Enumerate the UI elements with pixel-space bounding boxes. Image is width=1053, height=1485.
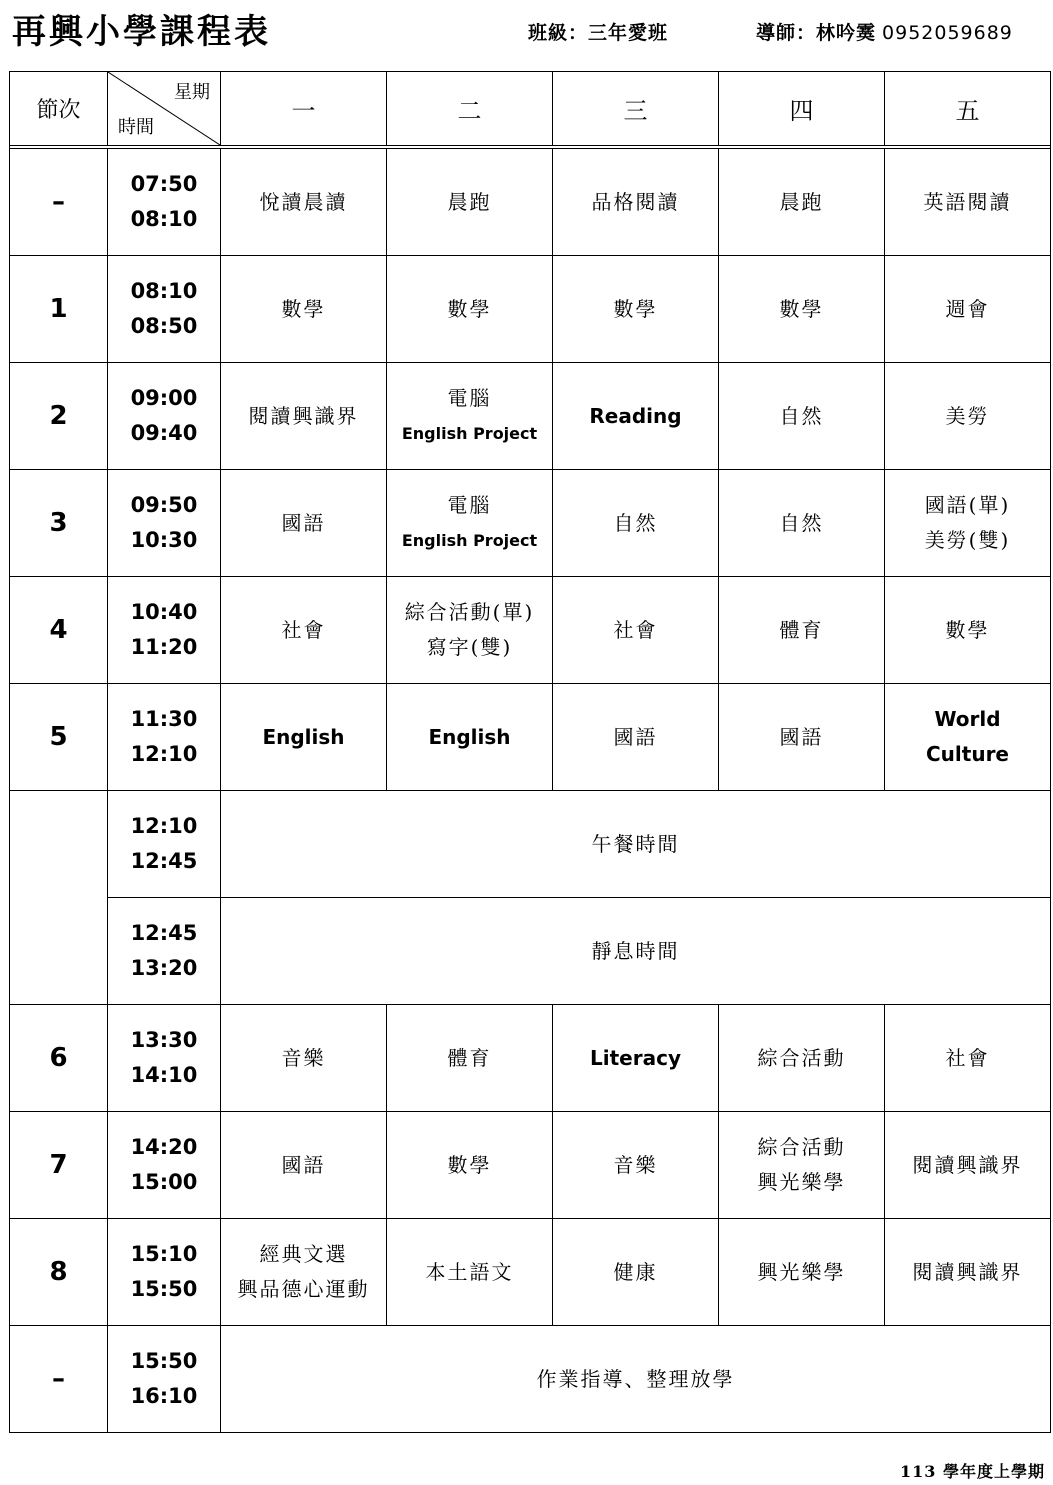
- time-cell: [108, 791, 221, 898]
- start-time: 12:45: [130, 921, 198, 945]
- end-time: 10:30: [130, 528, 198, 552]
- header-row: [10, 72, 1051, 146]
- subject-cell-wed: [553, 149, 719, 256]
- subject-line: 閱讀興識界: [912, 1152, 1023, 1177]
- subject-line: 數學: [945, 617, 990, 642]
- subject-line: 綜合活動(單): [404, 600, 535, 624]
- end-time: 08:10: [130, 207, 198, 231]
- subject-line: 自然: [613, 510, 658, 535]
- subject-line: 自然: [779, 403, 824, 428]
- subject-line: 經典文選: [259, 1242, 348, 1266]
- subject-cell-mon: [221, 1005, 387, 1112]
- start-time: 09:00: [130, 386, 198, 410]
- subject-cell-fri: [885, 1112, 1051, 1219]
- subject-line: 晨跑: [447, 189, 492, 214]
- table-row: [10, 898, 1051, 1005]
- subject-line: 國語: [613, 724, 658, 749]
- class-label: 班級：三年愛班: [528, 22, 669, 44]
- subject-line: Literacy: [590, 1045, 681, 1070]
- period-cell: [10, 791, 108, 1005]
- subject-line: 數學: [613, 296, 658, 321]
- subject-line: 興光樂學: [757, 1170, 846, 1194]
- subject-cell-fri: [885, 1005, 1051, 1112]
- start-time: 12:10: [130, 814, 198, 838]
- start-time: 15:50: [130, 1349, 198, 1373]
- subject-cell-thu: [719, 684, 885, 791]
- time-cell: [108, 470, 221, 577]
- subject-line: Culture: [926, 742, 1009, 766]
- subject-line: Reading: [589, 403, 682, 428]
- subject-line: English: [262, 724, 345, 749]
- end-time: 08:50: [130, 314, 198, 338]
- subject-cell-wed: [553, 363, 719, 470]
- teacher-info: [756, 18, 1013, 45]
- teacher-label: 導師：林吟霙: [756, 22, 877, 44]
- period-cell: 4: [10, 577, 108, 684]
- start-time: 10:40: [130, 600, 198, 624]
- school-title: 再興小學課程表: [12, 12, 271, 52]
- subject-cell-fri: [885, 363, 1051, 470]
- subject-line: 週會: [945, 296, 990, 321]
- end-time: 12:45: [130, 849, 198, 873]
- end-time: 16:10: [130, 1384, 198, 1408]
- subject-line: 電腦: [447, 493, 492, 517]
- subject-cell-wed: [553, 684, 719, 791]
- subject-line: 數學: [779, 296, 824, 321]
- subject-line: 社會: [281, 617, 326, 642]
- subject-cell-thu: [719, 1112, 885, 1219]
- subject-line: 社會: [945, 1045, 990, 1070]
- subject-cell-tue: [387, 470, 553, 577]
- subject-line: 數學: [447, 1152, 492, 1177]
- subject-line: 國語: [281, 510, 326, 535]
- subject-cell-tue: [387, 363, 553, 470]
- subject-line: 社會: [613, 617, 658, 642]
- subject-line: English: [428, 724, 511, 749]
- table-row: [10, 363, 1051, 470]
- table-row: [10, 1112, 1051, 1219]
- subject-line: 國語: [281, 1152, 326, 1177]
- start-time: 07:50: [130, 172, 198, 196]
- subject-cell-mon: [221, 149, 387, 256]
- subject-line: 自然: [779, 510, 824, 535]
- time-cell: [108, 1219, 221, 1326]
- subject-cell-tue: [387, 1005, 553, 1112]
- page-header: [0, 0, 1053, 60]
- period-cell: 3: [10, 470, 108, 577]
- subject-cell-wed: [553, 1112, 719, 1219]
- subject-line: 音樂: [281, 1045, 326, 1070]
- subject-cell-thu: [719, 149, 885, 256]
- period-cell: 1: [10, 256, 108, 363]
- subject-cell-fri: [885, 577, 1051, 684]
- day-header-thu: 四: [719, 72, 885, 146]
- subject-cell-thu: [719, 470, 885, 577]
- subject-cell-mon: [221, 1112, 387, 1219]
- subject-cell-fri: [885, 470, 1051, 577]
- table-row: [10, 1326, 1051, 1433]
- time-cell: [108, 577, 221, 684]
- subject-line: English Project: [401, 424, 538, 443]
- end-time: 15:00: [130, 1170, 198, 1194]
- subject-line: 英語閱讀: [923, 189, 1012, 214]
- subject-cell-mon: [221, 470, 387, 577]
- subject-line: 美勞: [945, 403, 990, 428]
- subject-line: 體育: [779, 617, 824, 642]
- subject-cell-fri: [885, 149, 1051, 256]
- table-row: [10, 577, 1051, 684]
- subject-cell-tue: [387, 577, 553, 684]
- subject-line: World: [934, 707, 1001, 731]
- subject-cell-mon: [221, 1219, 387, 1326]
- end-time: 15:50: [130, 1277, 198, 1301]
- period-cell: 2: [10, 363, 108, 470]
- end-time: 13:20: [130, 956, 198, 980]
- table-row: [10, 149, 1051, 256]
- subject-line: 悅讀晨讀: [259, 189, 348, 214]
- table-row: [10, 256, 1051, 363]
- subject-line: 品格閱讀: [591, 189, 680, 214]
- start-time: 14:20: [130, 1135, 198, 1159]
- start-time: 08:10: [130, 279, 198, 303]
- span-activity-cell: 作業指導、整理放學: [221, 1326, 1051, 1433]
- start-time: 11:30: [130, 707, 198, 731]
- day-header-wed: 三: [553, 72, 719, 146]
- day-header-tue: 二: [387, 72, 553, 146]
- day-header-mon: 一: [221, 72, 387, 146]
- table-row: [10, 1005, 1051, 1112]
- subject-line: 晨跑: [779, 189, 824, 214]
- subject-line: 美勞(雙): [924, 528, 1011, 552]
- time-label: 時間: [118, 117, 154, 138]
- subject-cell-thu: [719, 1005, 885, 1112]
- table-row: [10, 1219, 1051, 1326]
- subject-line: 寫字(雙): [426, 635, 513, 659]
- subject-line: 興品德心運動: [237, 1277, 370, 1301]
- subject-line: 數學: [447, 296, 492, 321]
- semester-footer: 113 學年度上學期: [900, 1462, 1045, 1481]
- subject-cell-fri: [885, 256, 1051, 363]
- subject-line: 國語(單): [924, 493, 1011, 517]
- time-cell: [108, 1326, 221, 1433]
- time-cell: [108, 684, 221, 791]
- period-cell: –: [10, 149, 108, 256]
- subject-line: 體育: [447, 1045, 492, 1070]
- start-time: 13:30: [130, 1028, 198, 1052]
- period-cell: 5: [10, 684, 108, 791]
- period-cell: 8: [10, 1219, 108, 1326]
- subject-line: 興光樂學: [757, 1259, 846, 1284]
- subject-line: English Project: [401, 531, 538, 550]
- subject-cell-mon: [221, 684, 387, 791]
- start-time: 15:10: [130, 1242, 198, 1266]
- subject-line: 綜合活動: [757, 1135, 846, 1159]
- subject-cell-thu: [719, 256, 885, 363]
- time-cell: [108, 1005, 221, 1112]
- subject-line: 綜合活動: [757, 1045, 846, 1070]
- subject-cell-wed: [553, 1219, 719, 1326]
- table-row: [10, 684, 1051, 791]
- end-time: 09:40: [130, 421, 198, 445]
- time-cell: [108, 149, 221, 256]
- time-cell: [108, 363, 221, 470]
- span-activity-cell: 午餐時間: [221, 791, 1051, 898]
- timetable: [9, 71, 1051, 1433]
- subject-cell-mon: [221, 577, 387, 684]
- table-row: [10, 791, 1051, 898]
- period-header: 節次: [10, 72, 108, 146]
- subject-cell-tue: [387, 684, 553, 791]
- subject-line: 健康: [613, 1259, 658, 1284]
- subject-cell-thu: [719, 363, 885, 470]
- diagonal-header: [108, 72, 221, 146]
- span-activity-cell: 靜息時間: [221, 898, 1051, 1005]
- subject-line: 電腦: [447, 386, 492, 410]
- subject-line: 音樂: [613, 1152, 658, 1177]
- subject-line: 國語: [779, 724, 824, 749]
- subject-cell-wed: [553, 256, 719, 363]
- period-cell: 6: [10, 1005, 108, 1112]
- subject-cell-mon: [221, 363, 387, 470]
- subject-line: 本土語文: [425, 1259, 514, 1284]
- table-row: [10, 470, 1051, 577]
- subject-cell-wed: [553, 470, 719, 577]
- subject-cell-thu: [719, 1219, 885, 1326]
- start-time: 09:50: [130, 493, 198, 517]
- end-time: 12:10: [130, 742, 198, 766]
- subject-line: 閱讀興識界: [912, 1259, 1023, 1284]
- subject-line: 閱讀興識界: [248, 403, 359, 428]
- subject-cell-wed: [553, 577, 719, 684]
- subject-line: 數學: [281, 296, 326, 321]
- day-header-fri: 五: [885, 72, 1051, 146]
- teacher-phone: 0952059689: [882, 22, 1013, 44]
- time-cell: [108, 256, 221, 363]
- subject-cell-thu: [719, 577, 885, 684]
- subject-cell-tue: [387, 149, 553, 256]
- time-cell: [108, 898, 221, 1005]
- period-cell: –: [10, 1326, 108, 1433]
- subject-cell-fri: [885, 1219, 1051, 1326]
- period-cell: 7: [10, 1112, 108, 1219]
- subject-cell-tue: [387, 1112, 553, 1219]
- subject-cell-tue: [387, 1219, 553, 1326]
- subject-cell-tue: [387, 256, 553, 363]
- time-cell: [108, 1112, 221, 1219]
- weekday-label: 星期: [174, 82, 210, 103]
- subject-cell-fri: [885, 684, 1051, 791]
- subject-cell-mon: [221, 256, 387, 363]
- end-time: 11:20: [130, 635, 198, 659]
- subject-cell-wed: [553, 1005, 719, 1112]
- end-time: 14:10: [130, 1063, 198, 1087]
